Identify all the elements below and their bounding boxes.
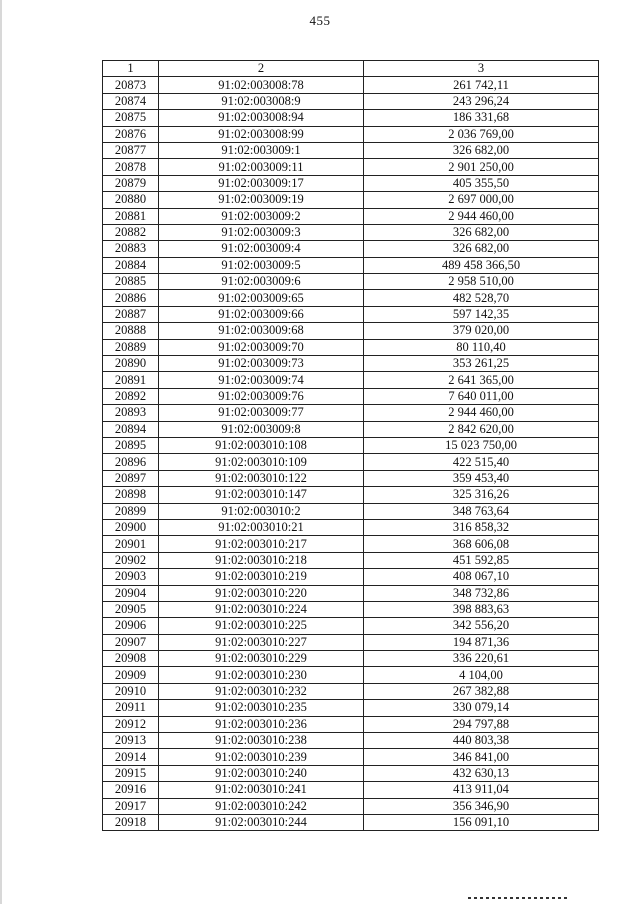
table-row [103,421,599,437]
table-row [103,208,599,224]
table-row [103,749,599,765]
cadastral-number-cell: 91:02:003009:11 [159,159,364,175]
table-row [103,437,599,453]
row-index-cell: 20879 [103,175,159,191]
cadastral-number-cell: 91:02:003010:235 [159,700,364,716]
row-index-cell: 20899 [103,503,159,519]
value-cell: 342 556,20 [364,618,599,634]
row-index-cell: 20886 [103,290,159,306]
cadastral-number-cell: 91:02:003009:70 [159,339,364,355]
cadastral-number-cell: 91:02:003010:239 [159,749,364,765]
table-row [103,77,599,93]
value-cell: 432 630,13 [364,765,599,781]
cadastral-number-cell: 91:02:003009:77 [159,405,364,421]
cadastral-number-cell: 91:02:003010:109 [159,454,364,470]
value-cell: 80 110,40 [364,339,599,355]
value-cell: 489 458 366,50 [364,257,599,273]
table-row [103,388,599,404]
cadastral-number-cell: 91:02:003010:238 [159,733,364,749]
value-cell: 482 528,70 [364,290,599,306]
value-cell: 326 682,00 [364,142,599,158]
row-index-cell: 20910 [103,683,159,699]
row-index-cell: 20881 [103,208,159,224]
table-row [103,634,599,650]
value-cell: 2 036 769,00 [364,126,599,142]
row-index-cell: 20897 [103,470,159,486]
cadastral-number-cell: 91:02:003010:241 [159,782,364,798]
row-index-cell: 20876 [103,126,159,142]
row-index-cell: 20874 [103,93,159,109]
cadastral-number-cell: 91:02:003009:8 [159,421,364,437]
cadastral-number-cell: 91:02:003010:217 [159,536,364,552]
value-cell: 346 841,00 [364,749,599,765]
row-index-cell: 20908 [103,651,159,667]
table-row [103,536,599,552]
value-cell: 243 296,24 [364,93,599,109]
row-index-cell: 20914 [103,749,159,765]
table-row [103,93,599,109]
table-row [103,503,599,519]
cadastral-number-cell: 91:02:003009:17 [159,175,364,191]
table-row [103,110,599,126]
value-cell: 2 901 250,00 [364,159,599,175]
table-row [103,716,599,732]
scan-artifact-mark [468,897,568,899]
table-row [103,552,599,568]
cadastral-number-cell: 91:02:003009:6 [159,274,364,290]
value-cell: 413 911,04 [364,782,599,798]
table-row [103,454,599,470]
table-row [103,175,599,191]
value-cell: 267 382,88 [364,683,599,699]
value-cell: 356 346,90 [364,798,599,814]
row-index-cell: 20900 [103,519,159,535]
table-row [103,306,599,322]
table-row [103,192,599,208]
cadastral-number-cell: 91:02:003010:108 [159,437,364,453]
value-cell: 326 682,00 [364,241,599,257]
table-row [103,569,599,585]
cadastral-number-cell: 91:02:003008:9 [159,93,364,109]
cadastral-number-cell: 91:02:003010:2 [159,503,364,519]
table-row [103,798,599,814]
value-cell: 2 842 620,00 [364,421,599,437]
row-index-cell: 20918 [103,814,159,830]
cadastral-number-cell: 91:02:003010:224 [159,601,364,617]
table-row [103,814,599,830]
value-cell: 336 220,61 [364,651,599,667]
row-index-cell: 20885 [103,274,159,290]
cadastral-number-cell: 91:02:003009:1 [159,142,364,158]
value-cell: 156 091,10 [364,814,599,830]
value-cell: 186 331,68 [364,110,599,126]
table-row [103,159,599,175]
row-index-cell: 20901 [103,536,159,552]
row-index-cell: 20893 [103,405,159,421]
cadastral-number-cell: 91:02:003010:240 [159,765,364,781]
cadastral-number-cell: 91:02:003010:219 [159,569,364,585]
cadastral-number-cell: 91:02:003010:230 [159,667,364,683]
cadastral-number-cell: 91:02:003008:99 [159,126,364,142]
value-cell: 359 453,40 [364,470,599,486]
value-cell: 261 742,11 [364,77,599,93]
cadastral-number-cell: 91:02:003010:21 [159,519,364,535]
table-row [103,667,599,683]
table-row [103,782,599,798]
row-index-cell: 20877 [103,142,159,158]
value-cell: 368 606,08 [364,536,599,552]
page-number: 455 [309,13,331,28]
value-cell: 379 020,00 [364,323,599,339]
table-row [103,323,599,339]
row-index-cell: 20903 [103,569,159,585]
table-row [103,257,599,273]
table-row [103,487,599,503]
cadastral-number-cell: 91:02:003010:225 [159,618,364,634]
row-index-cell: 20907 [103,634,159,650]
row-index-cell: 20906 [103,618,159,634]
cadastral-number-cell: 91:02:003008:78 [159,77,364,93]
value-cell: 422 515,40 [364,454,599,470]
cadastral-number-cell: 91:02:003009:5 [159,257,364,273]
row-index-cell: 20896 [103,454,159,470]
value-cell: 408 067,10 [364,569,599,585]
row-index-cell: 20888 [103,323,159,339]
row-index-cell: 20902 [103,552,159,568]
table-row [103,290,599,306]
table-row [103,241,599,257]
value-cell: 597 142,35 [364,306,599,322]
value-cell: 2 944 460,00 [364,405,599,421]
table-row [103,470,599,486]
table-header-row [103,61,599,77]
value-cell: 398 883,63 [364,601,599,617]
value-cell: 451 592,85 [364,552,599,568]
row-index-cell: 20887 [103,306,159,322]
row-index-cell: 20917 [103,798,159,814]
row-index-cell: 20895 [103,437,159,453]
row-index-cell: 20913 [103,733,159,749]
value-cell: 4 104,00 [364,667,599,683]
cadastral-number-cell: 91:02:003009:76 [159,388,364,404]
row-index-cell: 20905 [103,601,159,617]
row-index-cell: 20912 [103,716,159,732]
table-row [103,601,599,617]
row-index-cell: 20875 [103,110,159,126]
row-index-cell: 20880 [103,192,159,208]
value-cell: 348 763,64 [364,503,599,519]
cadastral-number-cell: 91:02:003009:65 [159,290,364,306]
cadastral-number-cell: 91:02:003010:218 [159,552,364,568]
cadastral-number-cell: 91:02:003010:229 [159,651,364,667]
cadastral-number-cell: 91:02:003010:227 [159,634,364,650]
row-index-cell: 20884 [103,257,159,273]
table-row [103,339,599,355]
cadastral-number-cell: 91:02:003009:74 [159,372,364,388]
table-row [103,274,599,290]
row-index-cell: 20898 [103,487,159,503]
cadastral-number-cell: 91:02:003010:242 [159,798,364,814]
value-cell: 348 732,86 [364,585,599,601]
value-cell: 326 682,00 [364,224,599,240]
table-row [103,126,599,142]
cadastral-number-cell: 91:02:003009:73 [159,356,364,372]
row-index-cell: 20894 [103,421,159,437]
table-row [103,405,599,421]
row-index-cell: 20878 [103,159,159,175]
table-row [103,733,599,749]
value-cell: 330 079,14 [364,700,599,716]
table-row [103,142,599,158]
table-row [103,356,599,372]
value-cell: 2 641 365,00 [364,372,599,388]
column-header-value: 3 [364,61,599,77]
cadastral-number-cell: 91:02:003009:3 [159,224,364,240]
cadastral-number-cell: 91:02:003009:4 [159,241,364,257]
cadastral-number-cell: 91:02:003009:68 [159,323,364,339]
value-cell: 316 858,32 [364,519,599,535]
cadastral-number-cell: 91:02:003010:236 [159,716,364,732]
row-index-cell: 20891 [103,372,159,388]
scan-edge-shadow [0,0,2,904]
row-index-cell: 20892 [103,388,159,404]
value-cell: 194 871,36 [364,634,599,650]
row-index-cell: 20889 [103,339,159,355]
cadastral-number-cell: 91:02:003008:94 [159,110,364,126]
row-index-cell: 20916 [103,782,159,798]
value-cell: 15 023 750,00 [364,437,599,453]
row-index-cell: 20911 [103,700,159,716]
value-cell: 294 797,88 [364,716,599,732]
value-cell: 2 958 510,00 [364,274,599,290]
cadastral-number-cell: 91:02:003010:122 [159,470,364,486]
cadastral-number-cell: 91:02:003010:147 [159,487,364,503]
row-index-cell: 20882 [103,224,159,240]
row-index-cell: 20915 [103,765,159,781]
row-index-cell: 20883 [103,241,159,257]
table-row [103,765,599,781]
table-row [103,585,599,601]
cadastral-number-cell: 91:02:003009:19 [159,192,364,208]
value-cell: 353 261,25 [364,356,599,372]
row-index-cell: 20873 [103,77,159,93]
row-index-cell: 20890 [103,356,159,372]
cadastral-number-cell: 91:02:003010:232 [159,683,364,699]
table-body [103,77,599,831]
cadastral-value-table [102,60,599,831]
value-cell: 440 803,38 [364,733,599,749]
table-row [103,618,599,634]
value-cell: 2 697 000,00 [364,192,599,208]
table-row [103,519,599,535]
column-header-index: 1 [103,61,159,77]
row-index-cell: 20904 [103,585,159,601]
value-cell: 325 316,26 [364,487,599,503]
table-row [103,224,599,240]
table-row [103,700,599,716]
value-cell: 405 355,50 [364,175,599,191]
cadastral-number-cell: 91:02:003009:2 [159,208,364,224]
table-row [103,651,599,667]
row-index-cell: 20909 [103,667,159,683]
table-row [103,683,599,699]
value-cell: 2 944 460,00 [364,208,599,224]
column-header-cadastral-number: 2 [159,61,364,77]
table-row [103,372,599,388]
value-cell: 7 640 011,00 [364,388,599,404]
cadastral-number-cell: 91:02:003010:244 [159,814,364,830]
cadastral-number-cell: 91:02:003009:66 [159,306,364,322]
cadastral-number-cell: 91:02:003010:220 [159,585,364,601]
